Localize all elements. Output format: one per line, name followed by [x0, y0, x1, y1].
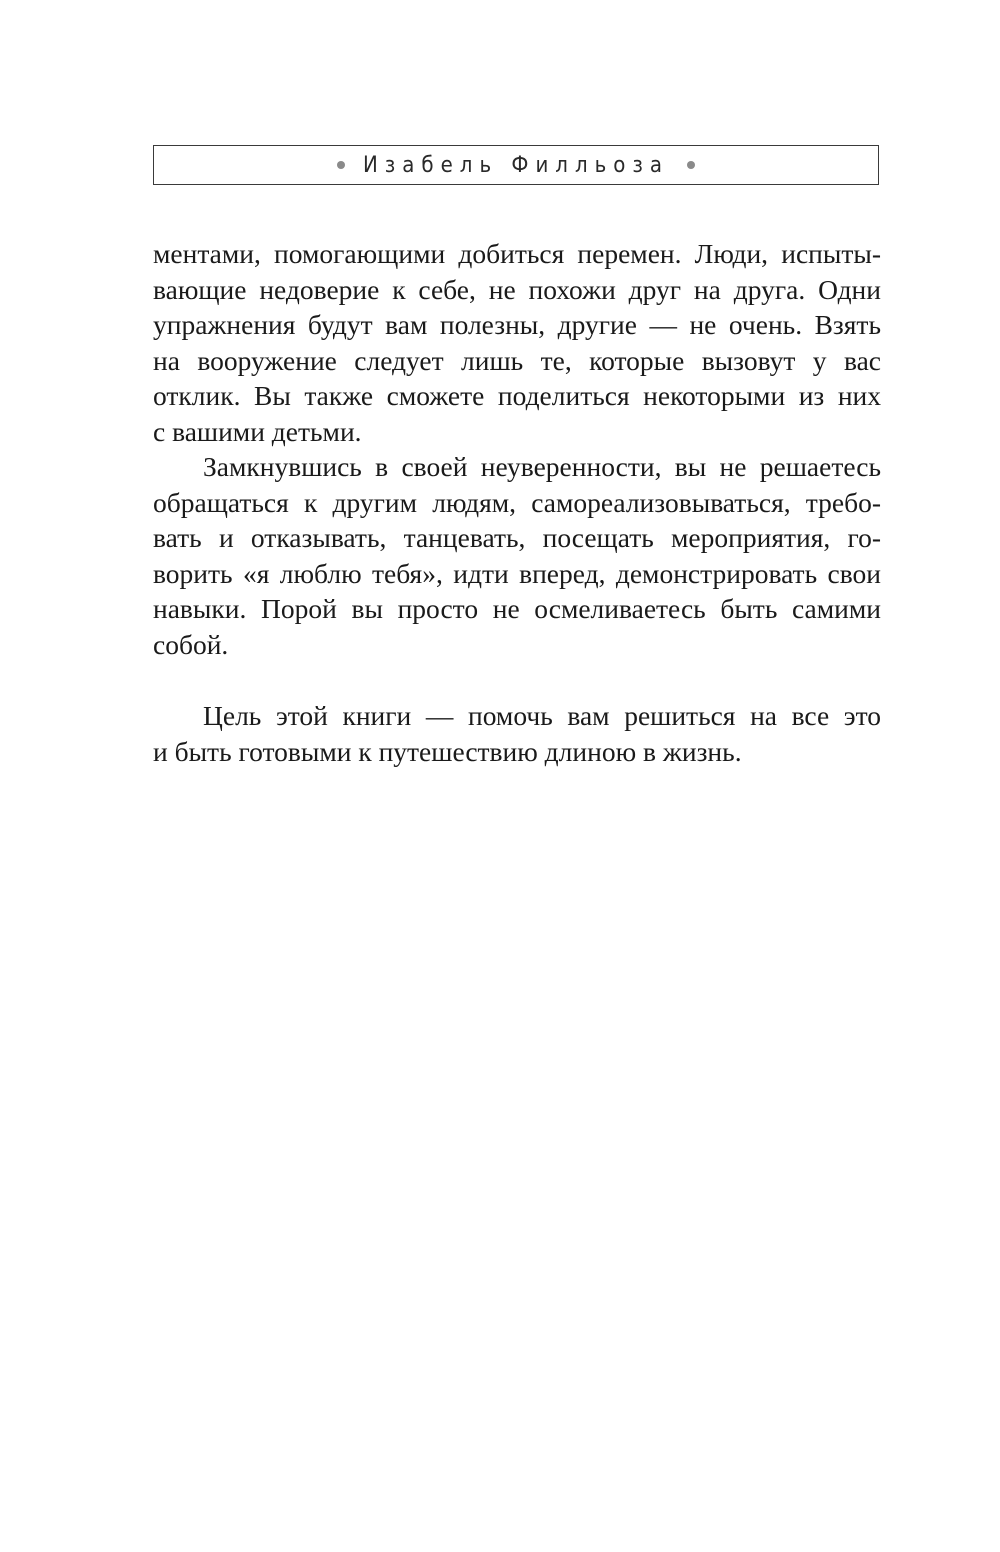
text-line: с вашими детьми. [153, 415, 362, 447]
header-author-name: Изабель Филльоза [362, 152, 670, 178]
bullet-icon-right [687, 161, 695, 169]
paragraph-spacer [153, 662, 881, 698]
text-line: ментами, помогающими добиться перемен. Люди, испыты- [153, 238, 881, 269]
text-line: на вооружение следует лишь те, которые вызовут у вас [153, 344, 881, 376]
text-line: и быть готовыми к путешествию длиною в жизнь. [153, 735, 742, 767]
paragraph-2 [153, 449, 881, 662]
paragraph-3 [153, 698, 881, 769]
text-line: отклик. Вы также сможете поделиться некоторыми из них [153, 380, 881, 411]
paragraph-1 [153, 236, 881, 449]
body-text [153, 236, 881, 769]
text-line: упражнения будут вам полезны, другие — не очень. Взять [153, 309, 881, 340]
text-line: вать и отказывать, танцевать, посещать мероприятия, го- [153, 522, 881, 553]
running-header [153, 145, 879, 185]
text-line: собой. [153, 628, 229, 660]
text-line: ворить «я люблю тебя», идти вперед, демонстрировать свои [153, 557, 881, 589]
text-line: обращаться к другим людям, самореализовываться, требо- [153, 486, 881, 518]
text-line: навыки. Порой вы просто не осмеливаетесь быть самими [153, 593, 881, 624]
text-line: вающие недоверие к себе, не похожи друг на друга. Одни [153, 273, 881, 305]
text-line: Замкнувшись в своей неуверенности, вы не решаетесь [203, 451, 881, 482]
text-line: Цель этой книги — помочь вам решиться на все это [203, 700, 881, 731]
bullet-icon-left [337, 161, 345, 169]
